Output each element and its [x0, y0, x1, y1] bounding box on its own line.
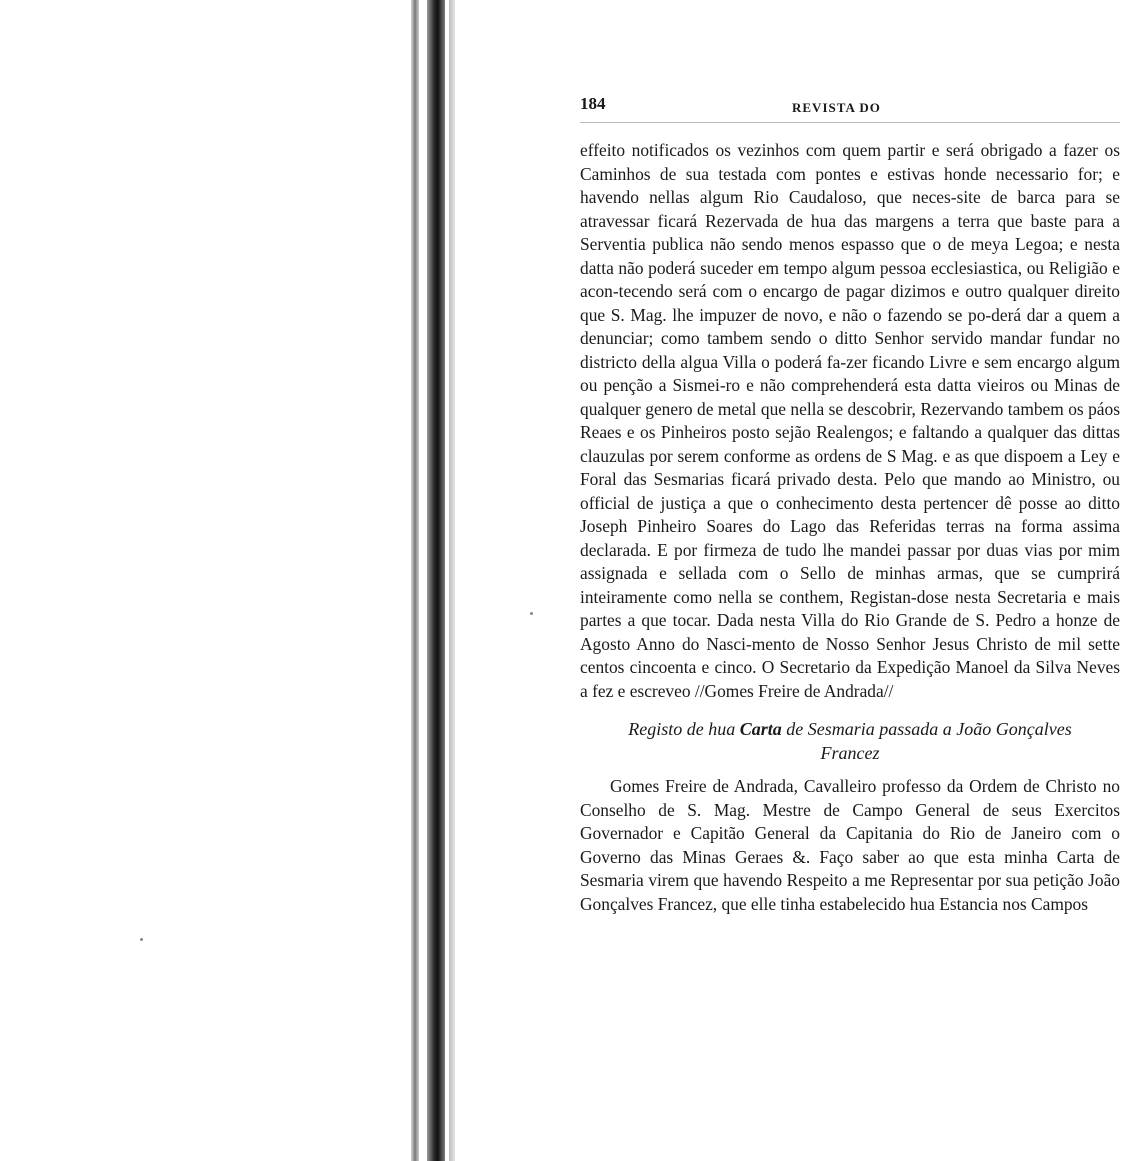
book-binding-gutter — [405, 0, 465, 1161]
gutter-shadow-right — [449, 0, 455, 1161]
section-title — [580, 717, 1120, 765]
section-title-line2: Francez — [820, 743, 880, 763]
section-title-part: de Sesmaria passada a João Gonçalves — [781, 719, 1072, 739]
gutter-spine — [427, 0, 445, 1161]
running-head: REVISTA DO — [792, 100, 881, 115]
body-paragraph-continued: effeito notificados os vezinhos com quem partir e será obrigado a fazer os Caminhos de sua testada com pontes e estivas honde necessario for; e havendo nellas algum Rio Caudaloso, que neces-site de barca para se atravessar ficará Rezervada de hua das margens a terra que baste para a Serventia publica não sendo menos espasso que o de meya Legoa; e nesta datta não poderá suceder em tempo algum pessoa ecclesiastica, ou Religião e acon-tecendo será com o encargo de pagar dizimos e outro qualquer direito que S. Mag. lhe impuzer de novo, e não o fazendo se po-derá dar a quem a denunciar; como tambem sendo o ditto Senhor servido mandar fundar no districto della algua Villa o poderá fa-zer ficando Livre e sem encargo algum ou penção a Sismei-ro e não comprehenderá esta datta vieiros ou Minas de qualquer genero de metal que nella se descobrir, Rezervando tambem os páos Reaes e os Pinheiros posto sejão Realengos; e faltando a qualquer das dittas clauzulas por serem conforme as ordens de S Mag. e as que dispoem a Ley e Foral das Sesmarias ficará privado desta. Pelo que mando ao Ministro, ou official de justiça a que o conhecimento desta pertencer dê posse ao ditto Joseph Pinheiro Soares do Lago das Referidas terras na forma assima declarada. E por firmeza de tudo lhe mandei passar por duas vias por mim assignada e sellada com o Sello de minhas armas, que se cumprirá inteiramente como nella se conthem, Registan-dose nesta Secretaria e mais partes a que tocar. Dada nesta Villa do Rio Grande de S. Pedro a honze de Agosto Anno do Nasci-mento de Nosso Senhor Jesus Christo de mil sette centos cincoenta e cinco. O Secretario da Expedição Manoel da Silva Neves a fez e escreveo //Gomes Freire de Andrada// — [580, 140, 1120, 701]
book-page — [580, 92, 1120, 916]
section-title-emphasis: Carta — [739, 719, 782, 739]
body-paragraph-new: Gomes Freire de Andrada, Cavalleiro professo da Ordem de Christo no Conselho de S. Mag. Mestre de Campo General de seus Exercitos Governador e Capitão General da Capitania do Rio de Janeiro com o Governo das Minas Geraes &. Faço saber ao que esta minha Carta de Sesmaria virem que havendo Respeito a me Representar por sua petição João Gonçalves Francez, que elle tinha estabelecido hua Estancia nos Campos — [580, 776, 1120, 914]
section-title-part: Registo de hua — [628, 719, 740, 739]
page-header — [580, 92, 1120, 123]
page-speck — [140, 938, 143, 941]
gutter-shadow-left — [411, 0, 419, 1161]
page-speck — [530, 612, 533, 615]
page-number: 184 — [580, 94, 606, 113]
